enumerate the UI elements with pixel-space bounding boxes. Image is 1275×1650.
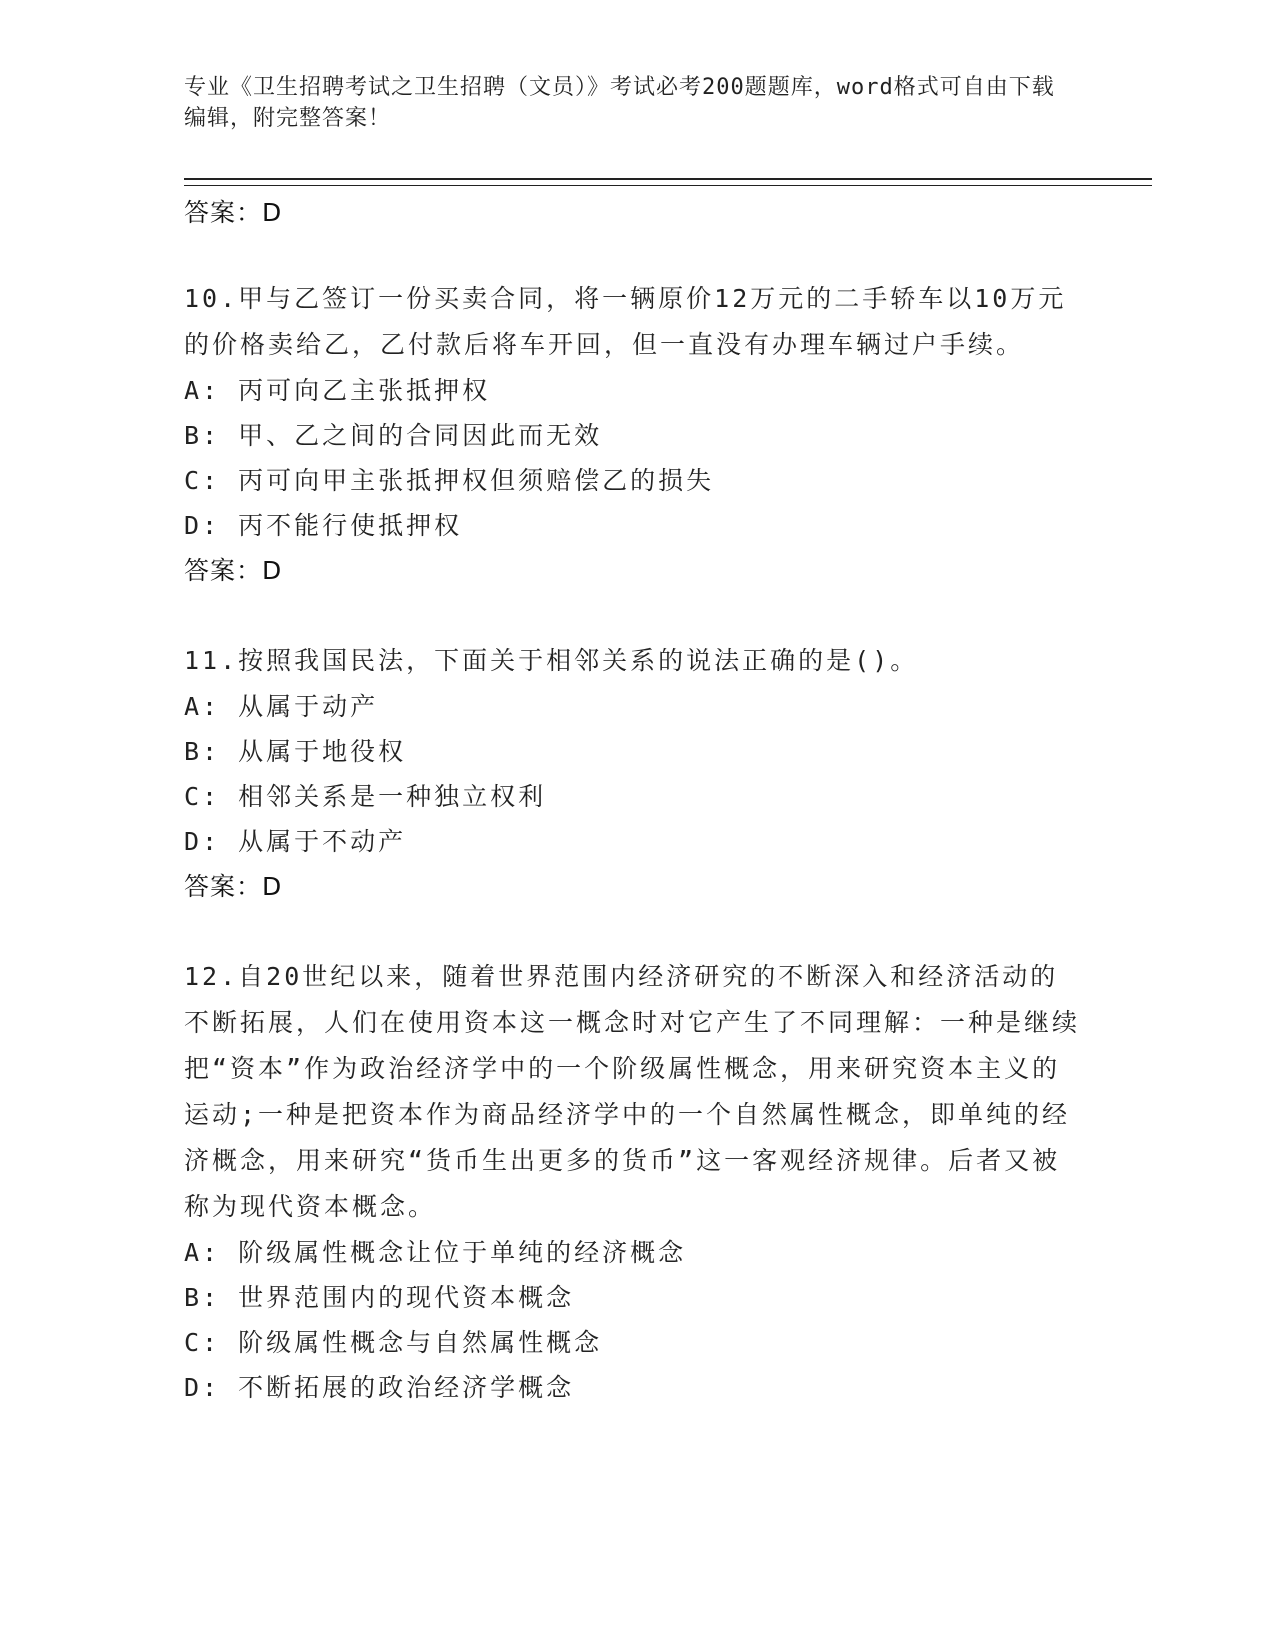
option-a: A: 丙可向乙主张抵押权: [184, 376, 491, 405]
option-d: D: 丙不能行使抵押权: [184, 511, 463, 540]
question-stem: 11.按照我国民法，下面关于相邻关系的说法正确的是()。: [184, 646, 919, 675]
question-answer: 答案：D: [184, 556, 283, 585]
question-answer: 答案：D: [184, 872, 283, 901]
question-stem: 10.甲与乙签订一份买卖合同，将一辆原价12万元的二手轿车以10万元的价格卖给乙，乙付款后将车开回，但一直没有办理车辆过户手续。: [184, 284, 1067, 359]
option-a: A: 从属于动产: [184, 692, 379, 721]
previous-answer: 答案：D: [184, 198, 283, 227]
page-header: 专业《卫生招聘考试之卫生招聘（文员）》考试必考200题题库，word格式可自由下载编辑，附完整答案！: [184, 75, 1055, 131]
header-divider: [184, 178, 1152, 186]
question-10: [184, 276, 1084, 594]
option-c: C: 相邻关系是一种独立权利: [184, 782, 547, 811]
option-d: D: 不断拓展的政治经济学概念: [184, 1373, 575, 1402]
question-12: [184, 954, 1084, 1410]
question-11: [184, 638, 1084, 910]
option-b: B: 从属于地役权: [184, 737, 407, 766]
document-body: [184, 190, 1084, 1454]
option-a: A: 阶级属性概念让位于单纯的经济概念: [184, 1238, 687, 1267]
option-b: B: 世界范围内的现代资本概念: [184, 1283, 575, 1312]
question-stem: 12.自20世纪以来，随着世界范围内经济研究的不断深入和经济活动的不断拓展，人们在使用资本这一概念时对它产生了不同理解：一种是继续把“资本”作为政治经济学中的一个阶级属性概念，用来研究资本主义的运动;一种是把资本作为商品经济学中的一个自然属性概念，即单纯的经济概念，用来研究“货币生出更多的货币”这一客观经济规律。后者又被称为现代资本概念。: [184, 962, 1081, 1221]
option-d: D: 从属于不动产: [184, 827, 407, 856]
option-c: C: 丙可向甲主张抵押权但须赔偿乙的损失: [184, 466, 715, 495]
option-c: C: 阶级属性概念与自然属性概念: [184, 1328, 603, 1357]
option-b: B: 甲、乙之间的合同因此而无效: [184, 421, 603, 450]
